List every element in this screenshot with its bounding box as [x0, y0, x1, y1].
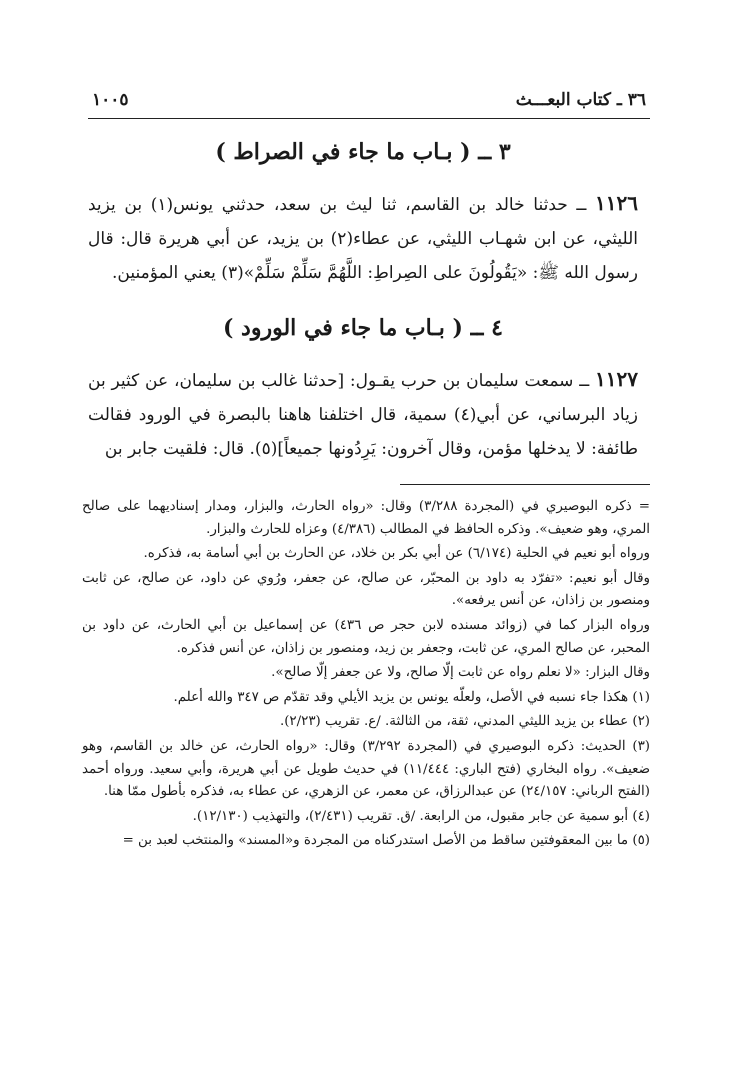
- hadith-paragraph-1127: [88, 362, 638, 466]
- hadith-text: ــ حدثنا خالد بن القاسم، ثنا ليث بن سعد، حدثني يونس(١) بن يزيد الليثي، عن ابن شهـاب الليثي، عن عطاء(٢) بن يزيد، عن أبي هريرة قال: قال رسول الله ﷺ: «يَقُولُونَ على الصِراطِ: اللَّهُمَّ سَلِّمْ سَلِّمْ»(٣) يعني المؤمنين.: [88, 195, 638, 283]
- footnote: (١) هكذا جاء نسبه في الأصل، ولعلّه يونس بن يزيد الأيلي وقد تقدّم ص ٣٤٧ والله أعلم.: [173, 689, 650, 705]
- running-head-title: ٣٦ ـ كتاب البعـــث: [515, 90, 646, 110]
- hadith-text: ــ سمعت سليمان بن حرب يقـول: [حدثنا غالب بن سليمان، عن كثير بن زياد البرساني، عن أبي(٤) سمية، قال اختلفنا هاهنا بالبصرة في الورود فقالت طائفة: لا يدخلها مؤمن، وقال آخرون: يَرِدُونها جميعاً](٥). قال: فلقيت جابر بن: [88, 371, 639, 459]
- footnote: ورواه البزار كما في (زوائد مسنده لابن حجر ص ٤٣٦) عن إسماعيل بن أبي الحارث، عن داود بن المحبر، عن صالح المري، عن ثابت، وجعفر بن زيد، ومنصور بن زاذان، عن أنس فذكره.: [82, 617, 651, 656]
- page-number: ١٠٠٥: [92, 90, 129, 110]
- hadith-number: ١١٢٧: [595, 367, 638, 391]
- hadith-paragraph-1126: [88, 186, 638, 290]
- main-text: [88, 128, 638, 480]
- chapter-heading-wurud: ٤ ــ ( بـاب ما جاء في الورود ): [222, 315, 503, 341]
- chapter-heading-sirat: ٣ ــ ( بـاب ما جاء في الصراط ): [215, 139, 511, 165]
- footnote-separator: [400, 484, 650, 485]
- footnote: ورواه أبو نعيم في الحلية (٦/١٧٤) عن أبي بكر بن خلاد، عن الحارث بن أبي أسامة به، فذكره.: [143, 546, 650, 562]
- footnote: (٤) أبو سمية عن جابر مقبول، من الرابعة. /ق. تقريب (٢/٤٣١)، والتهذيب (١٢/١٣٠).: [192, 808, 650, 824]
- footnote: وقال أبو نعيم: «تفرّد به داود بن المحبّر، عن صالح، عن جعفر، ورُوي عن داود، عن صالح، عن ثابت ومنصور بن زاذان، عن أنس يرفعه».: [82, 570, 650, 609]
- footnotes: [82, 496, 650, 855]
- footnote: (٢) عطاء بن يزيد الليثي المدني، ثقة، من الثالثة. /ع. تقريب (٢/٢٣).: [279, 714, 650, 730]
- footnote: (٣) الحديث: ذكره البوصيري في (المجردة ٣/٢٩٢) وقال: «رواه الحارث، عن خالد بن القاسم، وهو ضعيف». رواه البخاري (فتح الباري: ١١/٤٤٤) في حديث طويل عن أبي هريرة، وأبي سعيد. ورواه أحمد (الفتح الرباني: ٢٤/١٥٧) عن عبدالرزاق، عن معمر، عن الزهري، عن عطاء به، فذكره بأطول ممّا هنا.: [82, 738, 650, 800]
- footnote: = ذكره البوصيري في (المجردة ٣/٢٨٨) وقال: «رواه الحارث، والبزار، ومدار إسناديهما على صالح المري، وهو ضعيف». وذكره الحافظ في المطالب (٤/٣٨٦) وعزاه للحارث والبزار.: [82, 499, 650, 537]
- hadith-number: ١١٢٦: [595, 191, 639, 215]
- header-rule: [88, 118, 650, 119]
- running-head: [92, 80, 646, 110]
- footnote: (٥) ما بين المعقوفتين ساقط من الأصل استدركناه من المجردة و«المسند» والمنتخب لعبد بن =: [122, 833, 650, 849]
- footnote: وقال البزار: «لا نعلم رواه عن ثابت إلّا صالح، ولا عن جعفر إلّا صالح».: [271, 665, 650, 681]
